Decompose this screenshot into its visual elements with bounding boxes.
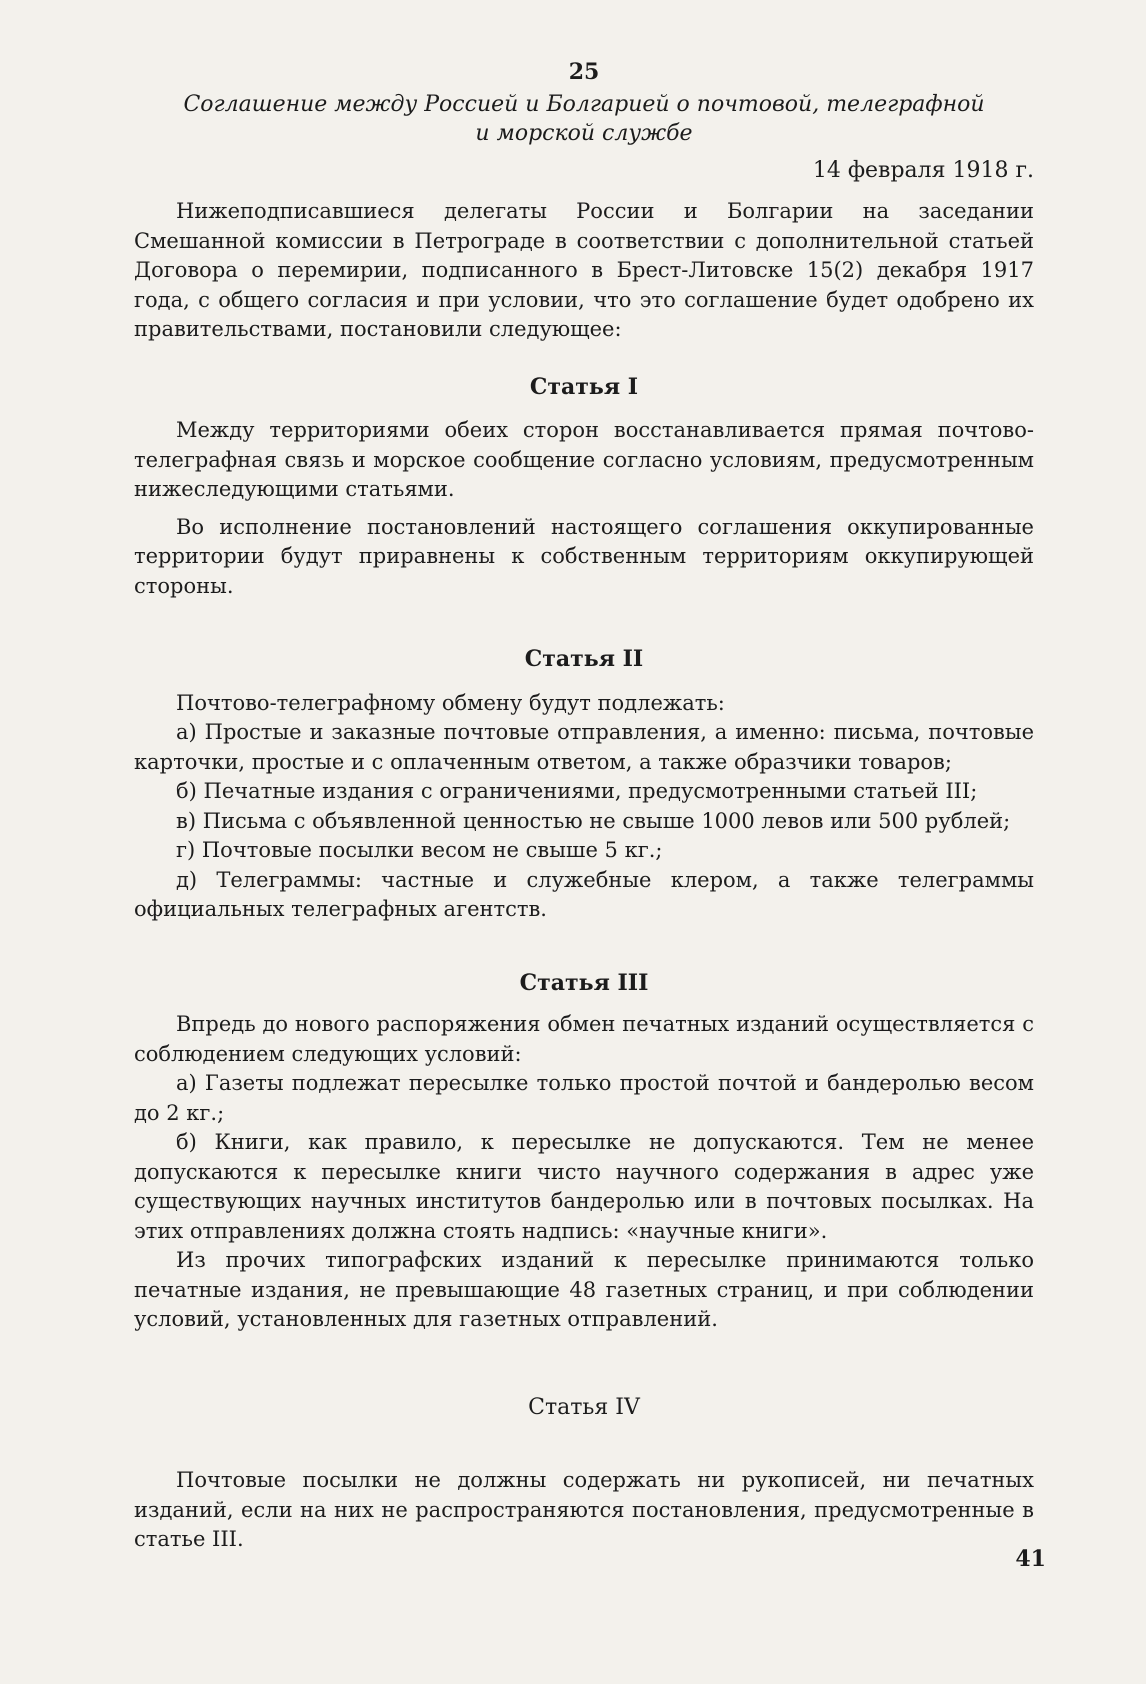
article-1-paragraph-2: Во исполнение постановлений настоящего соглашения оккупированные территории будут приравнены к собственным территориям оккупирующей стороны.: [134, 514, 1034, 598]
article-2-heading: Статья II: [524, 646, 644, 672]
article-4-paragraph-1: Почтовые посылки не должны содержать ни рукописей, ни печатных изданий, если на них не распространяются постановления, предусмотренные в статье III.: [134, 1468, 1034, 1551]
document-page: [134, 58, 1034, 1555]
article-3-heading: Статья III: [519, 969, 649, 996]
article-4-heading: Статья IV: [528, 1394, 640, 1420]
article-3-intro: Впредь до нового распоряжения обмен печатных изданий осуществляется с соблюдением следующих условий:: [134, 1012, 1034, 1066]
article-2-item-e: д) Телеграммы: частные и служебные клером, а также телеграммы официальных телеграфных агентств.: [134, 867, 1034, 921]
article-2-item-d: г) Почтовые посылки весом не свыше 5 кг.;: [176, 838, 663, 862]
article-2-item-a: а) Простые и заказные почтовые отправления, а именно: письма, почтовые карточки, простые и с оплаченным ответом, а также образчики товаров;: [134, 720, 1034, 774]
article-2-item-c: в) Письма с объявленной ценностью не свыше 1000 левов или 500 рублей;: [176, 808, 1011, 833]
document-title-line-2: и морской службе: [475, 120, 693, 146]
document-number: 25: [568, 59, 600, 85]
article-1-paragraph-1: Между территориями обеих сторон восстанавливается прямая почтово-телеграфная связь и морское сообщение согласно условиям, предусмотренным нижеследующими статьями.: [134, 418, 1034, 501]
page-number: 41: [1015, 1546, 1046, 1572]
document-title-line-1: Соглашение между Россией и Болгарией о почтовой, телеграфной: [183, 91, 985, 117]
document-date: 14 февраля 1918 г.: [812, 157, 1034, 183]
article-3-paragraph-other: Из прочих типографских изданий к пересылке принимаются только печатные издания, не превышающие 48 газетных страниц, и при соблюдении условий, установленных для газетных отправлений.: [134, 1248, 1034, 1331]
article-3-item-a: а) Газеты подлежат пересылке только простой почтой и бандеролью весом до 2 кг.;: [134, 1071, 1034, 1125]
article-2-item-b: б) Печатные издания с ограничениями, предусмотренными статьей III;: [176, 779, 978, 803]
article-2-intro: Почтово-телеграфному обмену будут подлежать:: [176, 690, 725, 715]
preamble-paragraph: Нижеподписавшиеся делегаты России и Болгарии на заседании Смешанной комиссии в Петрограде в соответствии с дополнительной статьей Договора о перемирии, подписанного в Брест-Литовске 15(2) декабря 1917 года, с общего согласия и при условии, что это соглашение будет одобрено их правительствами, постановили следующее:: [134, 199, 1034, 341]
article-1-heading: Статья I: [529, 373, 639, 400]
article-3-item-b: б) Книги, как правило, к пересылке не допускаются. Тем не менее допускаются к пересылке книги чисто научного содержания в адрес уже существующих научных институтов бандеролью или в почтовых посылках. На этих отправлениях должна стоять надпись: «научные книги».: [134, 1130, 1034, 1243]
